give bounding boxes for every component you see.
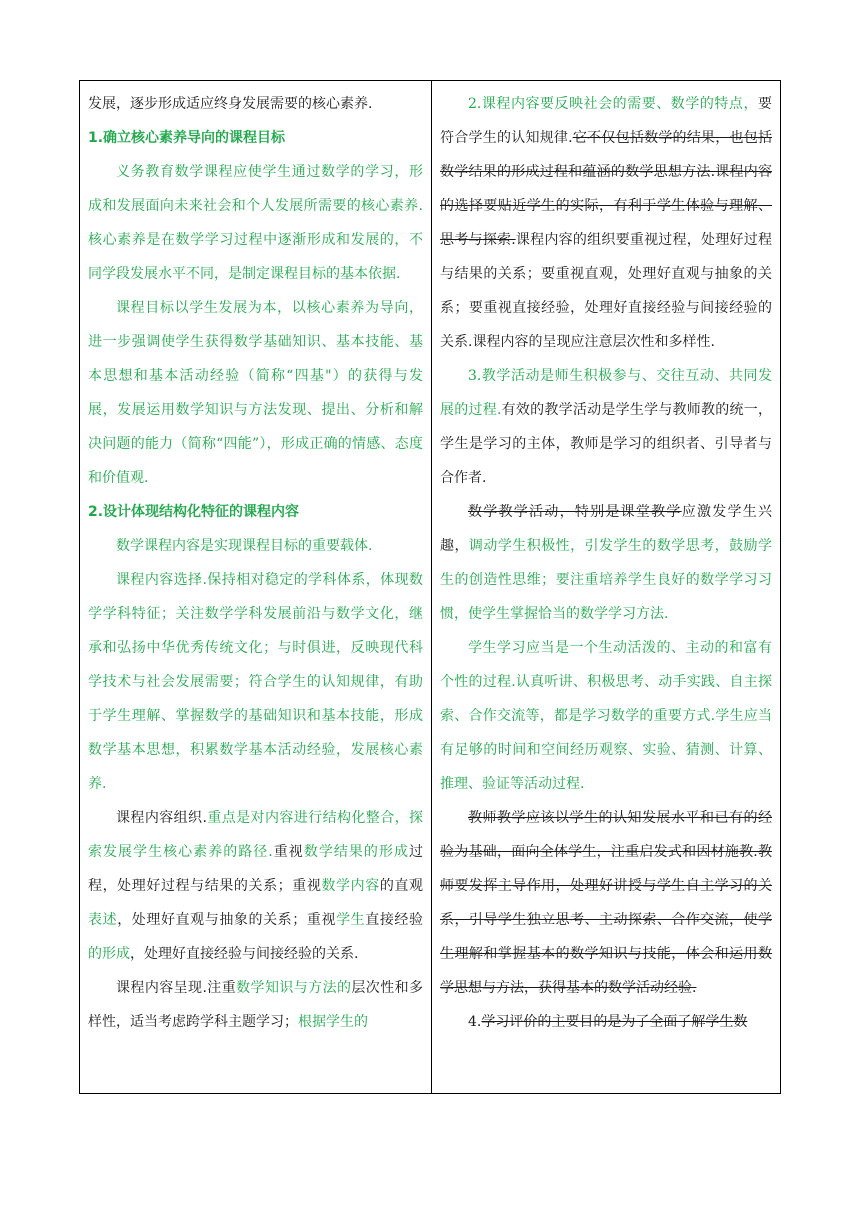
text: ，处理好直观与抽象的关系；重视	[117, 912, 337, 928]
text: 发展，逐步形成适应终身发展需要的核心素养.	[88, 96, 373, 112]
heading-core-literacy-goals: 1.确立核心素养导向的课程目标	[88, 130, 286, 146]
text: 调动学生积极性，引发学生的数学思考，鼓励学生的创造性思维；要注重培养学生良好的数学学习习惯，使学生掌握恰当的数学学习方法.	[440, 538, 773, 622]
text: 重点是对内容进行结构化整合，探索发展学生核心素养的路径.	[88, 810, 424, 860]
strikethrough-text: 它不仅包括数学的结果，也包括数学结果的形成过程和蕴涵的数学思想方法.课程内容的选择要贴近学生的实际，有利于学生体验与理解、思考与探索.	[440, 130, 773, 248]
text: 根据学生的	[298, 1014, 368, 1030]
right-column	[432, 81, 780, 1093]
paragraph-goals-1: 义务教育数学课程应使学生通过数学的学习，形成和发展面向未来社会和个人发展所需要的核心素养.核心素养是在数学学习过程中逐渐形成和发展的，不同学段发展水平不同，是制定课程目标的基本依据.	[88, 164, 423, 282]
text: 应激发学生兴趣，	[440, 504, 773, 554]
text: 的形成	[88, 946, 130, 962]
left-column	[80, 81, 432, 1093]
text: 数学内容	[321, 878, 380, 894]
paragraph-teaching-activity	[440, 359, 772, 495]
paragraph-intro	[88, 87, 423, 121]
paragraph-content-organization	[88, 801, 423, 971]
paragraph-student-learning: 学生学习应当是一个生动活泼的、主动的和富有个性的过程.认真听讲、积极思考、动手实践、自主探索、合作交流等，都是学习数学的重要方式.学生应当有足够的时间和空间经历观察、实验、猜测、计算、推理、验证等活动过程.	[440, 640, 772, 792]
paragraph-classroom-teaching	[440, 495, 772, 631]
paragraph-content-carrier: 数学课程内容是实现课程目标的重要载体.	[116, 538, 373, 554]
text: 的直观	[379, 878, 424, 894]
text: 数学结果的形成	[303, 844, 410, 860]
text: 课程内容组织.	[116, 810, 207, 826]
text: 要符合学生的认知规律.	[440, 96, 772, 146]
text: 层次性和多样性，适当考虑跨学科主题学习；	[88, 980, 424, 1030]
text: 重视	[272, 844, 304, 860]
paragraph-learning-evaluation	[440, 1005, 772, 1039]
strikethrough-text: 教师教学应该以学生的认知发展水平和已有的经验为基础，面向全体学生，注重启发式和因材施教.教师要发挥主导作用，处理好讲授与学生自主学习的关系，引导学生独立思考、主动探索、合作交流，使学生理解和掌握基本的数学知识与技能，体会和运用数学思想与方法，获得基本的数学活动经验.	[440, 810, 772, 996]
text: 3.教学活动是师生积极参与、交往互动、共同发展的过程.	[440, 368, 772, 418]
paragraph-content-presentation	[88, 971, 423, 1039]
text: 有效的教学活动是学生学与教师教的统一，学生是学习的主体，教师是学习的组织者、引导者与合作者.	[440, 402, 773, 486]
text: 数学知识与方法的	[236, 980, 352, 996]
text: 直接经验	[365, 912, 424, 928]
text: 课程内容的组织要重视过程，处理好过程与结果的关系；要重视直观，处理好直观与抽象的关系；要重视直接经验，处理好直接经验与间接经验的关系.课程内容的呈现应注意层次性和多样性.	[440, 232, 772, 350]
heading-structured-content: 2.设计体现结构化特征的课程内容	[88, 504, 300, 520]
text: 学生	[336, 912, 366, 928]
content-table	[79, 80, 781, 1094]
text: 课程内容呈现.注重	[116, 980, 237, 996]
text: ，处理好直接经验与间接经验的关系.	[130, 946, 359, 962]
paragraph-content-requirements	[440, 87, 772, 359]
text: 4.	[468, 1014, 482, 1030]
paragraph-goals-2: 课程目标以学生发展为本，以核心素养为导向，进一步强调使学生获得数学基础知识、基本技能、基本思想和基本活动经验（简称“四基"）的获得与发展，发展运用数学知识与方法发现、提出、分析和解决问题的能力（简称“四能”），形成正确的情感、态度和价值观.	[88, 300, 423, 486]
paragraph-teacher-teaching	[440, 801, 772, 1005]
paragraph-content-selection: 课程内容选择.保持相对稳定的学科体系，体现数学学科特征；关注数学学科发展前沿与数学文化，继承和弘扬中华优秀传统文化；与时俱进，反映现代科学技术与社会发展需要；符合学生的认知规律，有助于学生理解、掌握数学的基础知识和基本技能，形成数学基本思想，积累数学基本活动经验，发展核心素养.	[88, 572, 423, 792]
strikethrough-text: 数学教学活动，特别是课堂教学	[468, 504, 682, 520]
strikethrough-text: 学习评价的主要目的是为了全面了解学生数	[481, 1014, 748, 1030]
text: 过程，处理好过程与结果的关系；重视	[88, 844, 424, 894]
text: 2.课程内容要反映社会的需要、数学的特点，	[468, 96, 758, 112]
text: 表述	[88, 912, 118, 928]
